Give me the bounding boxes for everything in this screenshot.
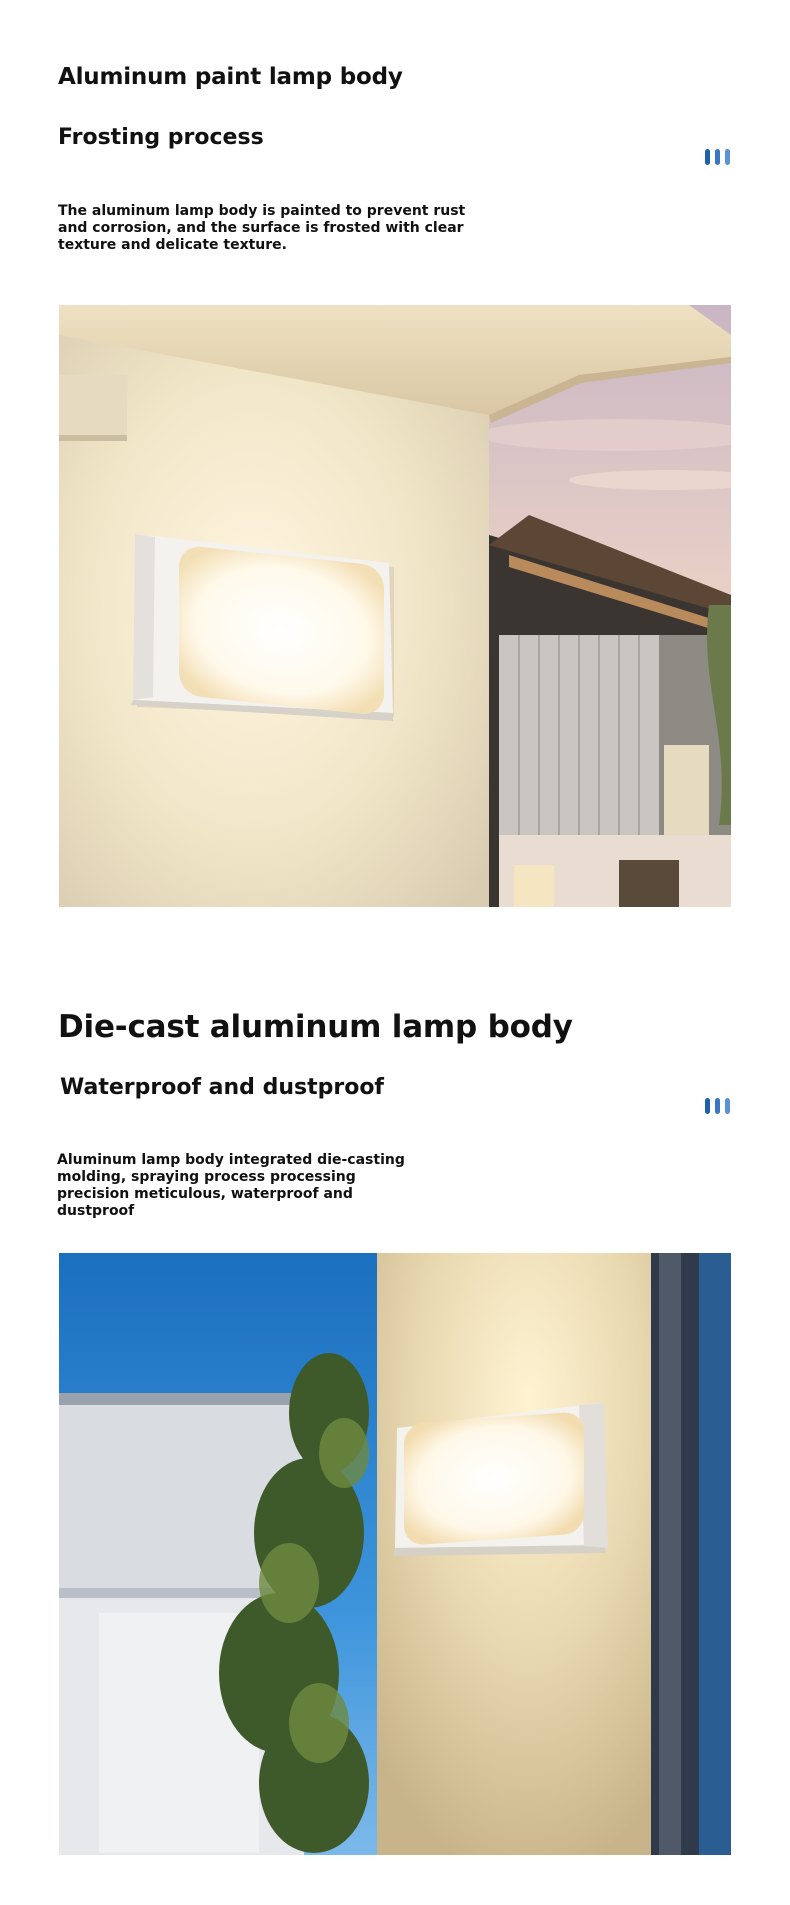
section-title: Aluminum paint lamp body xyxy=(58,64,403,90)
lamp-photo-exterior-wall xyxy=(59,305,731,907)
section-description: Aluminum lamp body integrated die-casting molding, spraying process processing precision meticulous, waterproof and dustproof xyxy=(57,1152,405,1219)
section-subtitle: Waterproof and dustproof xyxy=(60,1075,385,1100)
section-description: The aluminum lamp body is painted to prevent rust and corrosion, and the surface is frosted with clear texture and delicate texture. xyxy=(58,203,466,253)
feature-section-diecast xyxy=(0,930,790,1905)
decorative-bars-icon xyxy=(705,149,730,165)
lamp-photo-corner-wall xyxy=(59,1253,731,1855)
section-subtitle: Frosting process xyxy=(58,125,264,150)
decorative-bars-icon xyxy=(705,1098,730,1114)
feature-section-paint xyxy=(0,0,790,930)
section-title: Die-cast aluminum lamp body xyxy=(58,1009,573,1045)
